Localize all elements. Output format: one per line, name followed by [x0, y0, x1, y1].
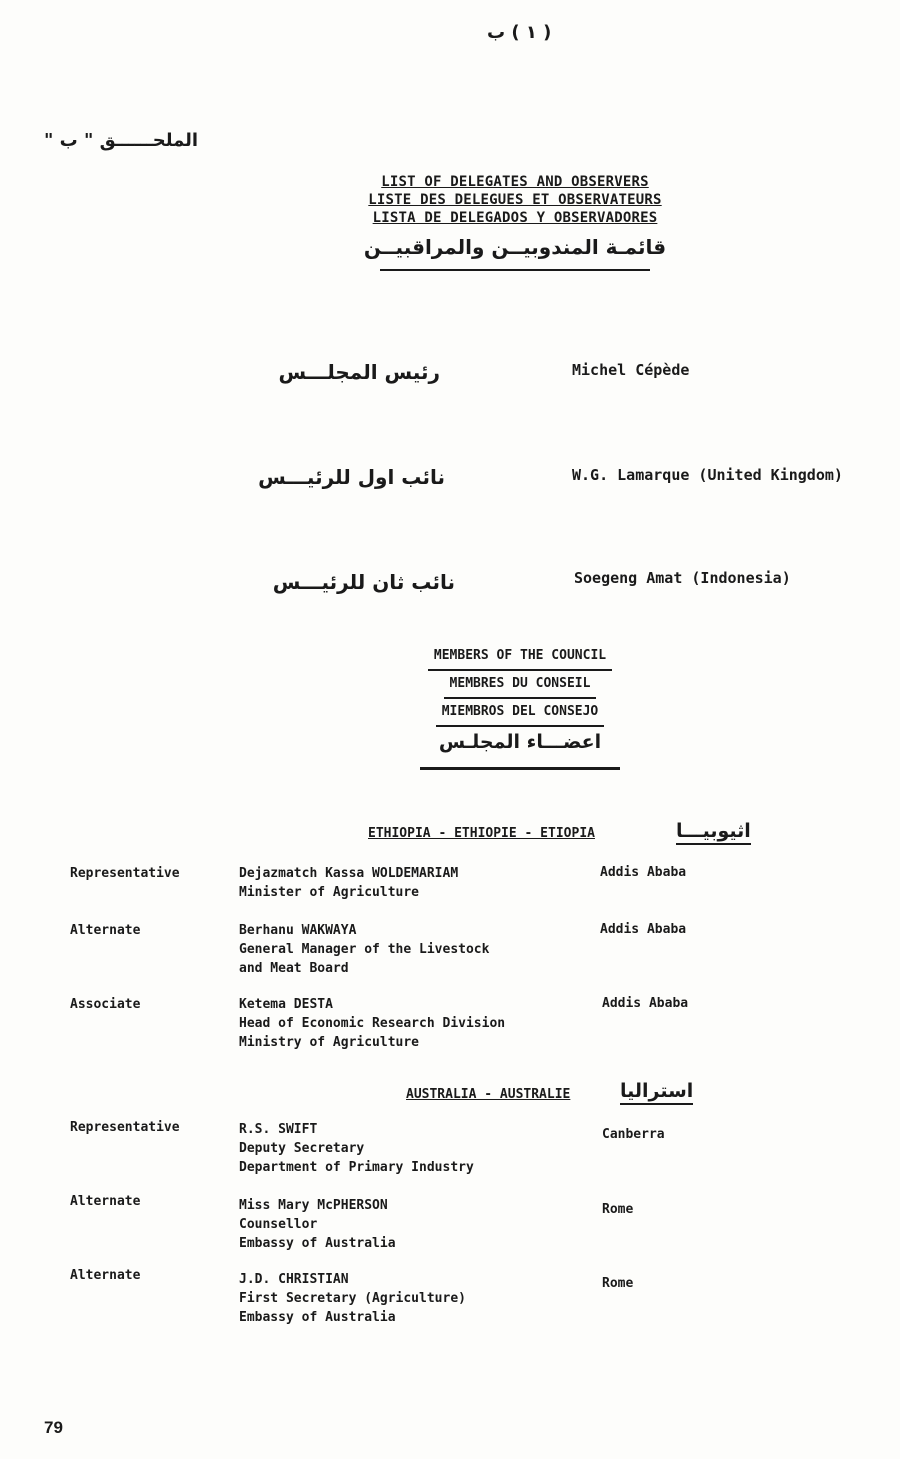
delegate-title: First Secretary (Agriculture)	[239, 1291, 466, 1306]
country-heading-ethiopia	[368, 826, 595, 841]
country-heading-arabic-australia: استراليا	[620, 1080, 693, 1105]
country-heading-australia	[406, 1087, 570, 1102]
delegate-title: Ministry of Agriculture	[239, 1035, 420, 1050]
title-spanish: LISTA DE DELEGADOS Y OBSERVADORES	[372, 210, 658, 226]
delegate-entry	[239, 864, 458, 902]
country-heading-text: ETHIOPIA - ETHIOPIE - ETIOPIA	[368, 826, 595, 841]
council-heading-english: MEMBERS OF THE COUNCIL	[428, 643, 612, 671]
delegate-entry	[239, 921, 489, 978]
delegate-name: J.D. CHRISTIAN	[239, 1272, 349, 1287]
delegate-city: Addis Ababa	[602, 996, 689, 1011]
council-heading-french: MEMBRES DU CONSEIL	[444, 671, 597, 699]
delegate-city: Rome	[602, 1202, 634, 1217]
delegate-title: Minister of Agriculture	[239, 885, 420, 900]
council-underline	[420, 767, 620, 770]
delegate-city: Addis Ababa	[600, 922, 687, 937]
delegate-name: Miss Mary McPHERSON	[239, 1198, 388, 1213]
delegate-title: General Manager of the Livestock	[239, 942, 490, 957]
delegate-entry	[239, 1270, 466, 1327]
officer-title-chairman: رئيس المجلـــس	[278, 360, 440, 384]
delegate-role: Alternate	[70, 1194, 141, 1209]
title-underline	[380, 269, 650, 271]
country-heading-arabic-ethiopia: اثيوبيـــا	[676, 820, 751, 845]
delegate-title: Deputy Secretary	[239, 1141, 365, 1156]
council-heading-block	[400, 643, 640, 770]
delegate-role: Alternate	[70, 1268, 141, 1283]
delegate-title: and Meat Board	[239, 961, 349, 976]
title-block	[300, 173, 730, 271]
delegate-city: Addis Ababa	[600, 865, 687, 880]
page-marker: ( ١ ) ب	[487, 22, 552, 43]
title-french: LISTE DES DELEGUES ET OBSERVATEURS	[368, 192, 662, 208]
annex-label: الملحــــــق " ب "	[44, 130, 199, 151]
delegate-role: Associate	[70, 997, 141, 1012]
delegate-city: Canberra	[602, 1127, 665, 1142]
title-english: LIST OF DELEGATES AND OBSERVERS	[381, 174, 649, 190]
delegate-title: Embassy of Australia	[239, 1236, 396, 1251]
delegate-entry	[239, 1120, 474, 1177]
title-arabic: قائمـة المندوبيــن والمراقبيــن	[363, 235, 667, 259]
delegate-title: Embassy of Australia	[239, 1310, 396, 1325]
country-heading-text: AUSTRALIA - AUSTRALIE	[406, 1087, 571, 1102]
delegate-title: Counsellor	[239, 1217, 318, 1232]
council-heading-spanish: MIEMBROS DEL CONSEJO	[436, 699, 605, 727]
delegate-role: Representative	[70, 866, 180, 881]
officer-title-first-vice-chairman: نائب اول للرئيـــس	[258, 465, 445, 489]
delegate-title: Head of Economic Research Division	[239, 1016, 506, 1031]
page-number: 79	[44, 1418, 63, 1437]
delegate-name: Berhanu WAKWAYA	[239, 923, 357, 938]
delegate-name: Dejazmatch Kassa WOLDEMARIAM	[239, 866, 459, 881]
delegate-role: Alternate	[70, 923, 141, 938]
delegate-name: Ketema DESTA	[239, 997, 333, 1012]
delegate-name: R.S. SWIFT	[239, 1122, 318, 1137]
officer-title-second-vice-chairman: نائب ثان للرئيـــس	[272, 570, 455, 594]
officer-name-first-vice-chairman: W.G. Lamarque (United Kingdom)	[572, 466, 843, 484]
delegate-city: Rome	[602, 1276, 634, 1291]
council-heading-arabic: اعضـــاء المجلـس	[438, 731, 602, 753]
delegate-role: Representative	[70, 1120, 180, 1135]
delegate-entry	[239, 1196, 396, 1253]
officer-name-second-vice-chairman: Soegeng Amat (Indonesia)	[574, 569, 791, 587]
delegate-title: Department of Primary Industry	[239, 1160, 474, 1175]
delegate-entry	[239, 995, 505, 1052]
officer-name-chairman: Michel Cépède	[572, 361, 690, 379]
